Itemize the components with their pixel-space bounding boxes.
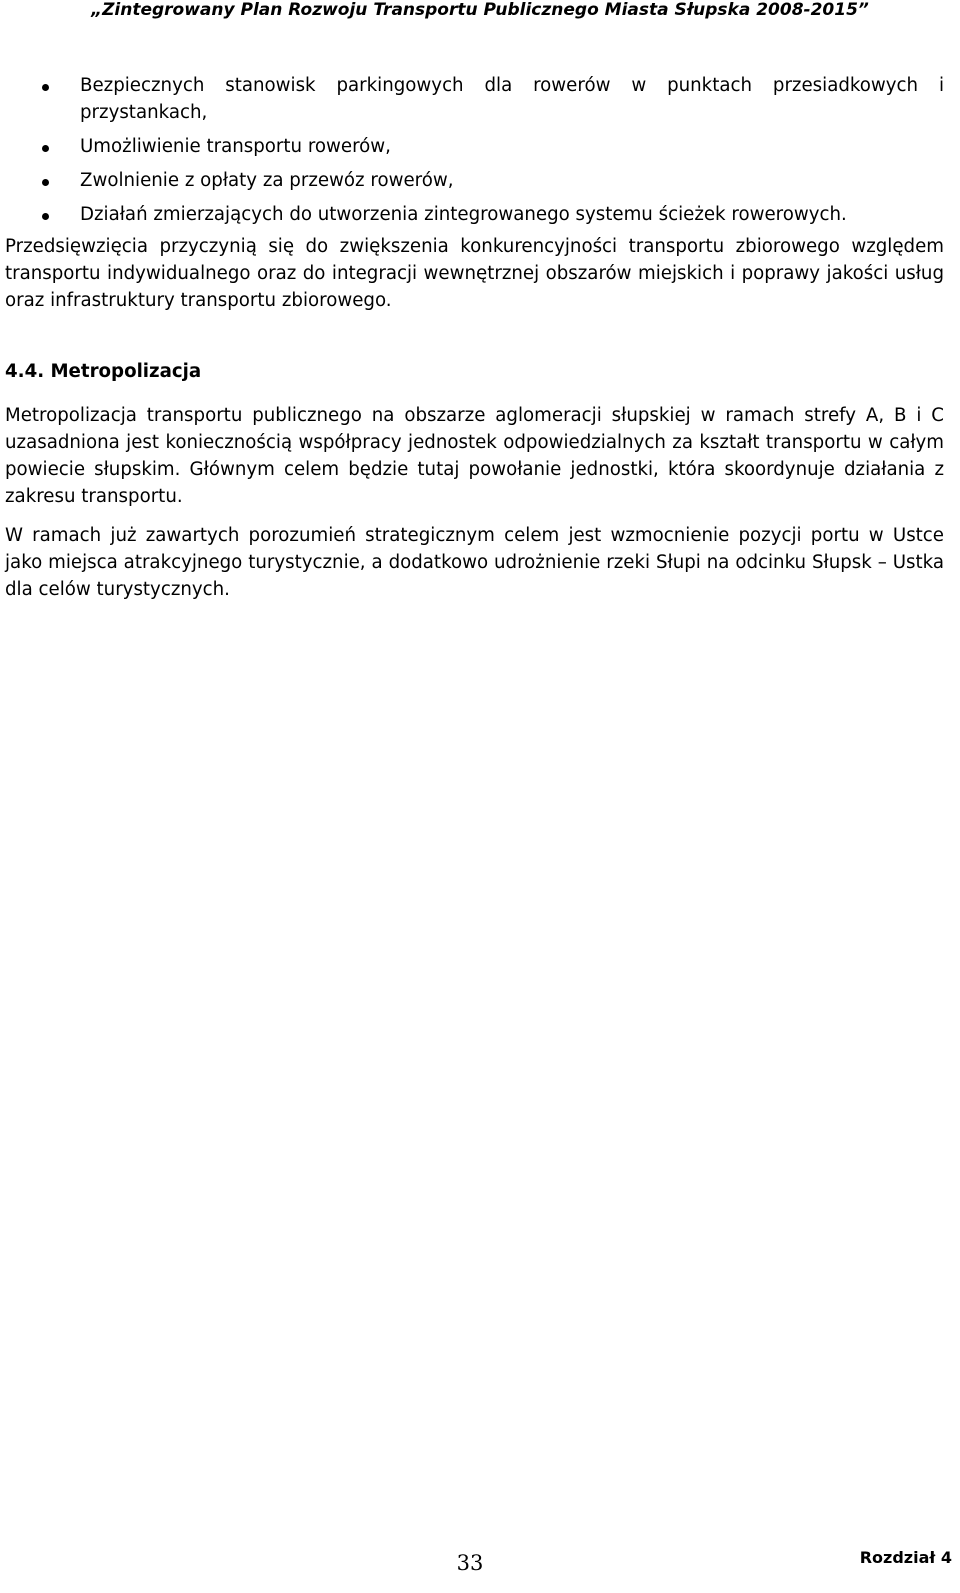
page-number: 33 (456, 1551, 484, 1575)
bullet-icon (42, 84, 49, 91)
bullet-icon (42, 179, 49, 186)
document-body (5, 72, 944, 603)
list-item (5, 133, 944, 160)
paragraph: W ramach już zawartych porozumień strategicznym celem jest wzmocnienie pozycji portu w Ustce jako miejsca atrakcyjnego turystycznie, a dodatkowo udrożnienie rzeki Słupi na odcinku Słupsk – Ustka dla celów turystycznych. (5, 525, 944, 600)
bullet-list (5, 72, 944, 228)
paragraph: Przedsięwzięcia przyczynią się do zwiększenia konkurencyjności transportu zbiorowego względem transportu indywidualnego oraz do integracji wewnętrznej obszarów miejskich i poprawy jakości usług oraz infrastruktury transportu zbiorowego. (5, 236, 944, 311)
section-heading: 4.4. Metropolizacja (5, 361, 202, 382)
list-item-text: Działań zmierzających do utworzenia zintegrowanego systemu ścieżek rowerowych. (80, 204, 847, 225)
list-item-text: Bezpiecznych stanowisk parkingowych dla rowerów w punktach przesiadkowych i przystankach, (80, 75, 944, 123)
list-item (5, 201, 944, 228)
list-item-text: Zwolnienie z opłaty za przewóz rowerów, (80, 170, 454, 191)
bullet-icon (42, 213, 49, 220)
chapter-label: Rozdział 4 (859, 1548, 952, 1567)
list-item (5, 72, 944, 126)
bullet-icon (42, 145, 49, 152)
list-item (5, 167, 944, 194)
document-header: „Zintegrowany Plan Rozwoju Transportu Publicznego Miasta Słupska 2008-2015” (91, 0, 869, 20)
list-item-text: Umożliwienie transportu rowerów, (80, 136, 391, 157)
paragraph: Metropolizacja transportu publicznego na obszarze aglomeracji słupskiej w ramach strefy A, B i C uzasadniona jest koniecznością współpracy jednostek odpowiedzialnych za kształt transportu w całym powiecie słupskim. Głównym celem będzie tutaj powołanie jednostki, która skoordynuje działania z zakresu transportu. (5, 405, 944, 507)
